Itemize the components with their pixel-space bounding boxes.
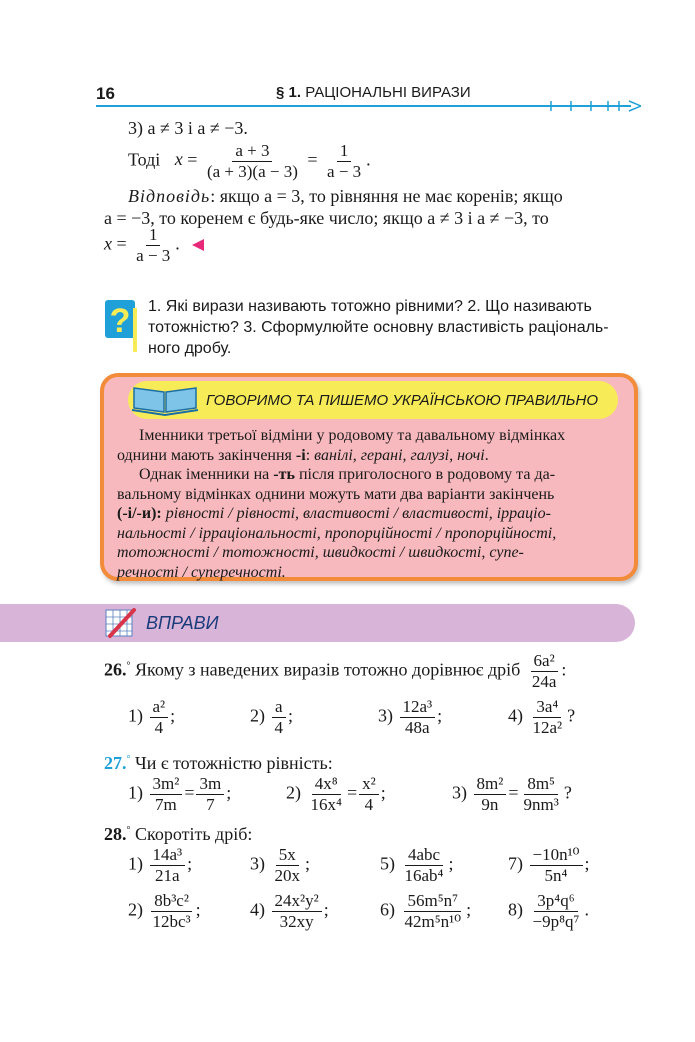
option-fraction-den: 16ab⁴ [404, 865, 444, 885]
x-fraction-den: (a + 3)(a − 3) [206, 161, 298, 181]
p2-line-1: Однак іменники на -ть після приголосного в родовому та да- [139, 466, 556, 483]
answer-line-1 [128, 186, 563, 207]
option-fraction-den: 4 [274, 717, 283, 737]
option-fraction-num: 12a³ [400, 698, 436, 718]
exercise-26-fraction: $\frac{\text{6a²}}{24a}$ [531, 651, 557, 691]
right-fraction-num: 8m⁵ [524, 775, 558, 795]
exercise-26-prompt: 26.° Якому з наведених виразів тотожно дорівнює дріб $\frac{\text{6a²}}{24a}$ : [104, 651, 567, 691]
option-fraction-den: 20x [274, 865, 300, 885]
exercise-27-prompt: 27.° Чи є тотожністю рівність: [104, 753, 333, 773]
left-fraction-den: 7m [155, 794, 177, 814]
right-fraction-num: 3m [196, 775, 224, 795]
p2-line-5: тотожності / тотожності, швидкості / швидкості, супе- [117, 544, 524, 561]
option-punct: ; [584, 853, 590, 874]
option-label: 2) [250, 705, 265, 726]
left-fraction [474, 775, 507, 814]
x-fraction-num: a + 3 [232, 142, 272, 162]
exercise-26-number: 26. [104, 659, 127, 680]
p2-line-2: вальному відмінках однини можуть мати два варіанти закінчень [117, 485, 555, 503]
answer-x-fraction [133, 226, 173, 265]
language-box-title: ГОВОРИМО ТА ПИШЕМО УКРАЇНСЬКОЮ ПРАВИЛЬНО [206, 392, 599, 409]
option-fraction-num: 24x²y² [272, 892, 322, 912]
p2-line-3: (-і/-и): рівності / рівності, властивості / властивості, ірраціо- [117, 505, 551, 522]
option-fraction [272, 698, 287, 737]
option-fraction-num: 14a³ [150, 846, 186, 866]
option-label: 2) [286, 782, 301, 803]
left-fraction-num: 4x⁸ [312, 775, 341, 795]
option-fraction-den: 4 [154, 717, 164, 737]
exercise-28-option-8 [508, 892, 589, 931]
answer-line-2: a = −3, то коренем є будь-яке число; якщо a ≠ 3 і a ≠ −3, то [104, 208, 549, 228]
option-fraction-num: 5x [276, 846, 299, 866]
option-punct: ; [323, 899, 329, 920]
option-fraction-den: −9p⁸q⁷ [532, 911, 580, 931]
section-name: РАЦІОНАЛЬНІ ВИРАЗИ [305, 84, 471, 101]
option-label: 1) [128, 853, 143, 874]
answer-x-den: a − 3 [136, 245, 171, 265]
option-label: 3) [378, 705, 393, 726]
option-label: 3) [250, 853, 265, 874]
x-fraction-2-num: 1 [337, 142, 352, 162]
option-fraction-den: 12a² [532, 717, 563, 737]
exercise-27-option-1: 1) $\frac{\text{3m²}}{7m}$ = $\frac{3m}{7}$ ; [128, 774, 232, 814]
option-label: 5) [380, 853, 395, 874]
pen-grid-icon [104, 606, 138, 645]
option-punct: ? [567, 705, 576, 726]
svg-text:?: ? [109, 302, 131, 340]
exercise-28-number: 28. [104, 824, 127, 844]
section-sign: § 1. [276, 84, 302, 101]
option-fraction-num: 56m⁵n⁷ [404, 892, 461, 912]
open-book-icon [130, 382, 200, 423]
right-fraction [196, 775, 224, 814]
option-fraction [530, 846, 583, 885]
option-punct: ; [466, 899, 472, 920]
option-label: 7) [508, 853, 523, 874]
exercise-28-option-2 [250, 846, 310, 885]
option-fraction [530, 892, 583, 931]
language-box-text [117, 426, 625, 582]
option-fraction-num: 3p⁴q⁶ [534, 892, 577, 912]
exercise-26-option-3 [378, 698, 442, 737]
exercise-28-option-5 [128, 892, 201, 931]
option-label: 1) [128, 705, 143, 726]
then-line: Тоді x = $\frac{a + 3}{(a + 3)(a - 3)}$ = $\frac{1}{a - 3}$ . [128, 141, 371, 181]
p2-line-4: нальності / ірраціональності, пропорційності / пропорційності, [117, 524, 557, 542]
option-label: 1) [128, 782, 143, 803]
right-fraction-den: 7 [206, 794, 215, 814]
end-of-solution-icon [192, 239, 206, 251]
option-fraction [150, 846, 186, 885]
exercise-27-option-3: 3) $\frac{\text{8m²}}{9n}$ = $\frac{\text{8m⁵}}{\text{9nm³}}$ ? [452, 774, 572, 814]
p1-line-1: Іменники третьої відміни у родовому та давальному відмінках [139, 427, 566, 444]
option-fraction-num: a² [150, 698, 169, 718]
option-fraction-den: 32xy [279, 911, 314, 931]
exercise-26-text: Якому з наведених виразів тотожно дорівнює дріб [135, 659, 521, 680]
option-fraction-num: 4abc [405, 846, 443, 866]
option-fraction [150, 698, 169, 737]
right-fraction [520, 775, 561, 814]
option-label: 8) [508, 899, 523, 920]
right-fraction [359, 775, 379, 814]
exercise-28-option-6 [250, 892, 329, 931]
option-punct: ; [437, 705, 443, 726]
option-fraction-num: −10n¹⁰ [530, 846, 583, 866]
option-fraction-den: 21a [155, 865, 180, 885]
option-fraction [400, 698, 436, 737]
option-punct: ; [448, 853, 454, 874]
option-fraction [272, 892, 322, 931]
option-punct: . [584, 899, 589, 920]
left-fraction [150, 775, 183, 814]
exercise-28-option-3 [380, 846, 454, 885]
option-fraction-num: a [272, 698, 286, 718]
right-fraction-den: 9nm³ [523, 794, 559, 814]
option-label: 2) [128, 899, 143, 920]
answer-text-1: : якщо a = 3, то рівняння не має коренів; якщо [210, 186, 563, 206]
option-fraction-den: 5n⁴ [544, 865, 568, 885]
exercise-28-text: Скоротіть дріб: [135, 824, 253, 844]
p2-line-6: речності / суперечності. [117, 563, 286, 581]
option-fraction-num: 8b³c² [151, 892, 192, 912]
option-label: 4) [508, 705, 523, 726]
option-punct: ; [305, 853, 311, 874]
left-fraction-num: 3m² [150, 775, 183, 795]
right-fraction-num: x² [359, 775, 379, 795]
right-fraction-den: 4 [364, 794, 374, 814]
question-line-2: тотожністю? 3. Сформулюйте основну властивість раціональ- [148, 319, 609, 336]
option-punct: ; [195, 899, 201, 920]
option-fraction [530, 698, 566, 737]
question-line-3: ного дробу. [148, 340, 232, 357]
then-word: Тоді [128, 149, 161, 170]
exercise-28-prompt: 28.° Скоротіть дріб: [104, 824, 253, 844]
exercises-banner [0, 604, 635, 642]
option-fraction-den: 48a [405, 717, 430, 737]
section-title [276, 84, 471, 101]
left-fraction-den: 9n [481, 794, 499, 814]
answer-label: Відповідь [128, 186, 211, 206]
option-label: 6) [380, 899, 395, 920]
answer-line-3: x = $\frac{1}{a - 3}$ . [104, 226, 206, 265]
option-fraction-den: 12bc³ [152, 911, 191, 931]
option-punct: ; [187, 853, 193, 874]
page-number: 16 [96, 84, 115, 103]
left-fraction-den: 16x⁴ [310, 794, 342, 814]
exercise-28-option-1 [128, 846, 192, 885]
option-label: 3) [452, 782, 467, 803]
exercise-26-option-2 [250, 698, 293, 737]
exercise-27-number: 27. [104, 753, 127, 773]
question-line-1: 1. Які вирази називають тотожно рівними? 2. Що називають [148, 298, 592, 315]
exercise-26-option-1 [128, 698, 175, 737]
exercise-27-option-2: 2) $\frac{\text{4x⁸}}{\text{16x⁴}}$ = $\frac{\text{x²}}{4}$ ; [286, 774, 386, 814]
exercise-28-option-4 [508, 846, 590, 885]
x-fraction [204, 142, 301, 181]
exercise-26-option-4 [508, 698, 575, 737]
option-fraction [150, 892, 194, 931]
x-fraction-2 [324, 142, 364, 181]
option-fraction-den: 42m⁵n¹⁰ [404, 911, 462, 931]
exercise-28-option-7 [380, 892, 471, 931]
option-punct: ; [288, 705, 294, 726]
option-label: 4) [250, 899, 265, 920]
case-3-line: 3) a ≠ 3 і a ≠ −3. [128, 118, 248, 138]
option-fraction [402, 892, 465, 931]
option-fraction-num: 3a⁴ [533, 698, 561, 718]
exercise-27-text: Чи є тотожністю рівність: [135, 753, 333, 773]
p1-line-2: однини мають закінчення -і: ванілі, герані, галузі, ночі. [117, 446, 489, 464]
option-fraction [272, 846, 304, 885]
option-punct: ; [226, 782, 232, 803]
option-punct: ; [380, 782, 386, 803]
left-fraction [308, 775, 345, 814]
option-punct: ? [563, 782, 572, 803]
answer-x-num: 1 [146, 226, 161, 246]
question-mark-icon [103, 298, 139, 354]
left-fraction-num: 8m² [474, 775, 507, 795]
exercises-title: ВПРАВИ [146, 613, 219, 633]
x-fraction-2-den: a − 3 [327, 161, 362, 181]
option-punct: ; [170, 705, 176, 726]
option-fraction [402, 846, 447, 885]
review-questions [148, 296, 609, 359]
header-rule [96, 100, 641, 112]
